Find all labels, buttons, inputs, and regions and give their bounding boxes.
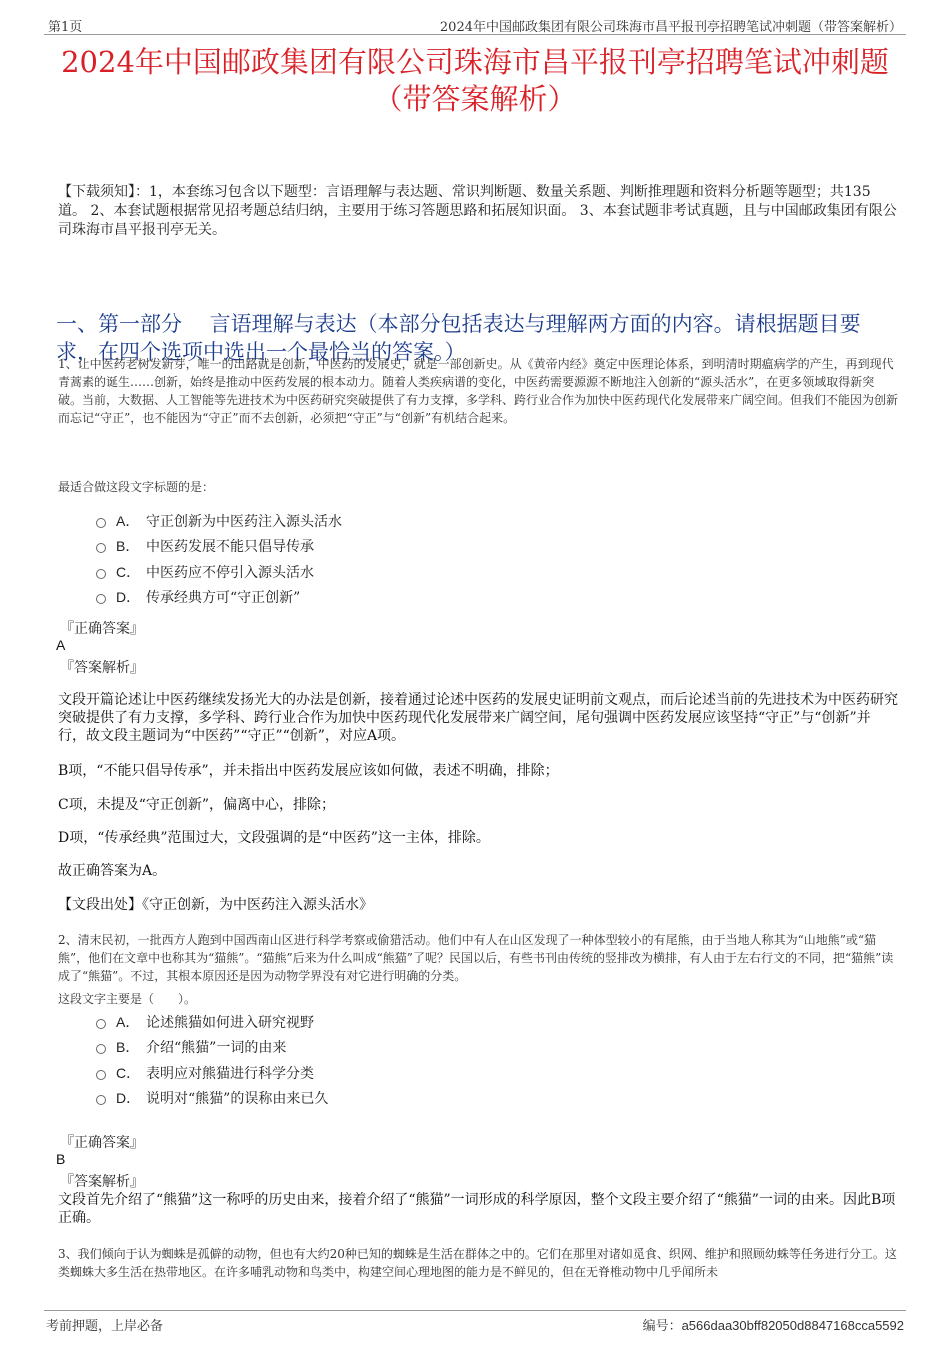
option-b[interactable]: B． 介绍“熊猫”一词的由来: [96, 1035, 328, 1061]
question-2-stem: 2、清末民初，一批西方人跑到中国西南山区进行科学考察或偷猎活动。他们中有人在山区发现了一种体型较小的有尾熊，由于当地人称其为“山地熊”或“猫熊”，他们在文章中也称其为“猫熊”。“猫熊”后来为什么叫成“熊猫”了呢？民国以后，有些书刊由传统的竖排改为横排，有人由于左右行文的不同，把“猫熊”读成了“熊猫”。不过，其根本原因还是因为动物学界没有对它进行明确的分类。: [58, 933, 894, 983]
option-c[interactable]: C． 中医药应不停引入源头活水: [96, 559, 342, 585]
document-id: 编号：a566daa30bff82050d8847168cca5592: [642, 1318, 904, 1333]
download-notice: 【下载须知】：1，本套练习包含以下题型：言语理解与表达题、常识判断题、数量关系题、判断推理题和资料分析题等题型；共135道。 2、本套试题根据常见招考题总结归纳，主要用于练习答题思路和拓展知识面。 3、本套试题非考试真题，且与中国邮政集团有限公司珠海市昌平报刊亭无关。: [58, 184, 897, 238]
section-heading: 一、第一部分 言语理解与表达（本部分包括表达与理解两方面的内容。请根据题目要求，在四个选项中选出一个最恰当的答案。）: [56, 312, 861, 364]
option-d[interactable]: D． 传承经典方可“守正创新”: [96, 585, 342, 611]
option-a[interactable]: A． 论述熊猫如何进入研究视野: [96, 1009, 328, 1035]
correct-answer: B: [56, 1151, 66, 1167]
analysis-paragraph: 故正确答案为A。: [58, 863, 167, 879]
question-1-options: [96, 508, 342, 610]
page-footer: [44, 1310, 906, 1333]
question-1-stem: 1、让中医药老树发新芽，唯一的出路就是创新，中医药的发展史，就是一部创新史。从《黄帝内经》奠定中医理论体系，到明清时期瘟病学的产生，再到现代青蒿素的诞生……创新，始终是推动中医药发展的根本动力。随着人类疾病谱的变化，中医药需要源源不断地注入创新的“源头活水”，在更多领域取得新突破。当前，大数据、人工智能等先进技术为中医药研究突破提供了有力支撑，多学科、跨行业合作为加快中医药现代化发展带来广阔空间。但我们不能因为创新而忘记“守正”，也不能因为“守正”而不去创新，必须把“守正”与“创新”有机结合起来。: [58, 357, 899, 425]
question-3-stem: 3、我们倾向于认为蜘蛛是孤僻的动物，但也有大约20种已知的蜘蛛是生活在群体之中的。它们在那里对诸如觅食、织网、维护和照顾幼蛛等任务进行分工。这类蜘蛛大多生活在热带地区。在许多哺乳动物和鸟类中，构建空间心理地图的能力是不鲜见的，但在无脊椎动物中几乎闻所未: [58, 1247, 897, 1279]
radio-icon[interactable]: [96, 518, 106, 528]
option-b[interactable]: B． 中医药发展不能只倡导传承: [96, 534, 342, 560]
correct-answer-label: 『正确答案』: [60, 1135, 144, 1151]
analysis-label: 『答案解析』: [60, 660, 144, 676]
option-d[interactable]: D． 说明对“熊猫”的误称由来已久: [96, 1086, 328, 1112]
question-2-prompt: 这段文字主要是（ ）。: [58, 992, 197, 1006]
radio-icon[interactable]: [96, 569, 106, 579]
correct-answer-label: 『正确答案』: [60, 621, 144, 637]
radio-icon[interactable]: [96, 1070, 106, 1080]
header-doc-title: 2024年中国邮政集团有限公司珠海市昌平报刊亭招聘笔试冲刺题（带答案解析）: [439, 20, 902, 35]
correct-answer: A: [56, 637, 66, 653]
radio-icon[interactable]: [96, 1019, 106, 1029]
radio-icon[interactable]: [96, 1095, 106, 1105]
analysis-paragraph: B项，“不能只倡导传承”，并未指出中医药发展应该如何做，表述不明确，排除；: [58, 763, 559, 779]
option-c[interactable]: C． 表明应对熊猫进行科学分类: [96, 1060, 328, 1086]
analysis-paragraph: 文段首先介绍了“熊猫”这一称呼的历史由来，接着介绍了“熊猫”一词形成的科学原因，整个文段主要介绍了“熊猫”一词的由来。因此B项正确。: [58, 1192, 896, 1226]
text-source: 【文段出处】《守正创新，为中医药注入源头活水》: [58, 897, 373, 913]
analysis-paragraph: C项，未提及“守正创新”，偏离中心，排除；: [58, 797, 336, 813]
analysis-label: 『答案解析』: [60, 1174, 144, 1190]
radio-icon[interactable]: [96, 594, 106, 604]
option-a[interactable]: A． 守正创新为中医药注入源头活水: [96, 508, 342, 534]
analysis-paragraph: D项，“传承经典”范围过大，文段强调的是“中医药”这一主体，排除。: [58, 830, 490, 846]
question-2-options: [96, 1009, 328, 1111]
question-1-prompt: 最适合做这段文字标题的是：: [58, 480, 215, 494]
footer-slogan: 考前押题，上岸必备: [46, 1319, 164, 1334]
radio-icon[interactable]: [96, 1044, 106, 1054]
analysis-paragraph: 文段开篇论述让中医药继续发扬光大的办法是创新，接着通过论述中医药的发展史证明前文观点，而后论述当前的先进技术为中医药研究突破提供了有力支撑，多学科、跨行业合作为加快中医药现代化发展带来广阔空间，尾句强调中医药发展应该坚持“守正”与“创新”并行，故文段主题词为“中医药”“守正”“创新”，对应A项。: [58, 692, 898, 744]
page-number: 第1页: [48, 20, 83, 35]
page-title: 2024年中国邮政集团有限公司珠海市昌平报刊亭招聘笔试冲刺题（带答案解析）: [61, 45, 889, 116]
page-header: [44, 14, 906, 35]
radio-icon[interactable]: [96, 543, 106, 553]
